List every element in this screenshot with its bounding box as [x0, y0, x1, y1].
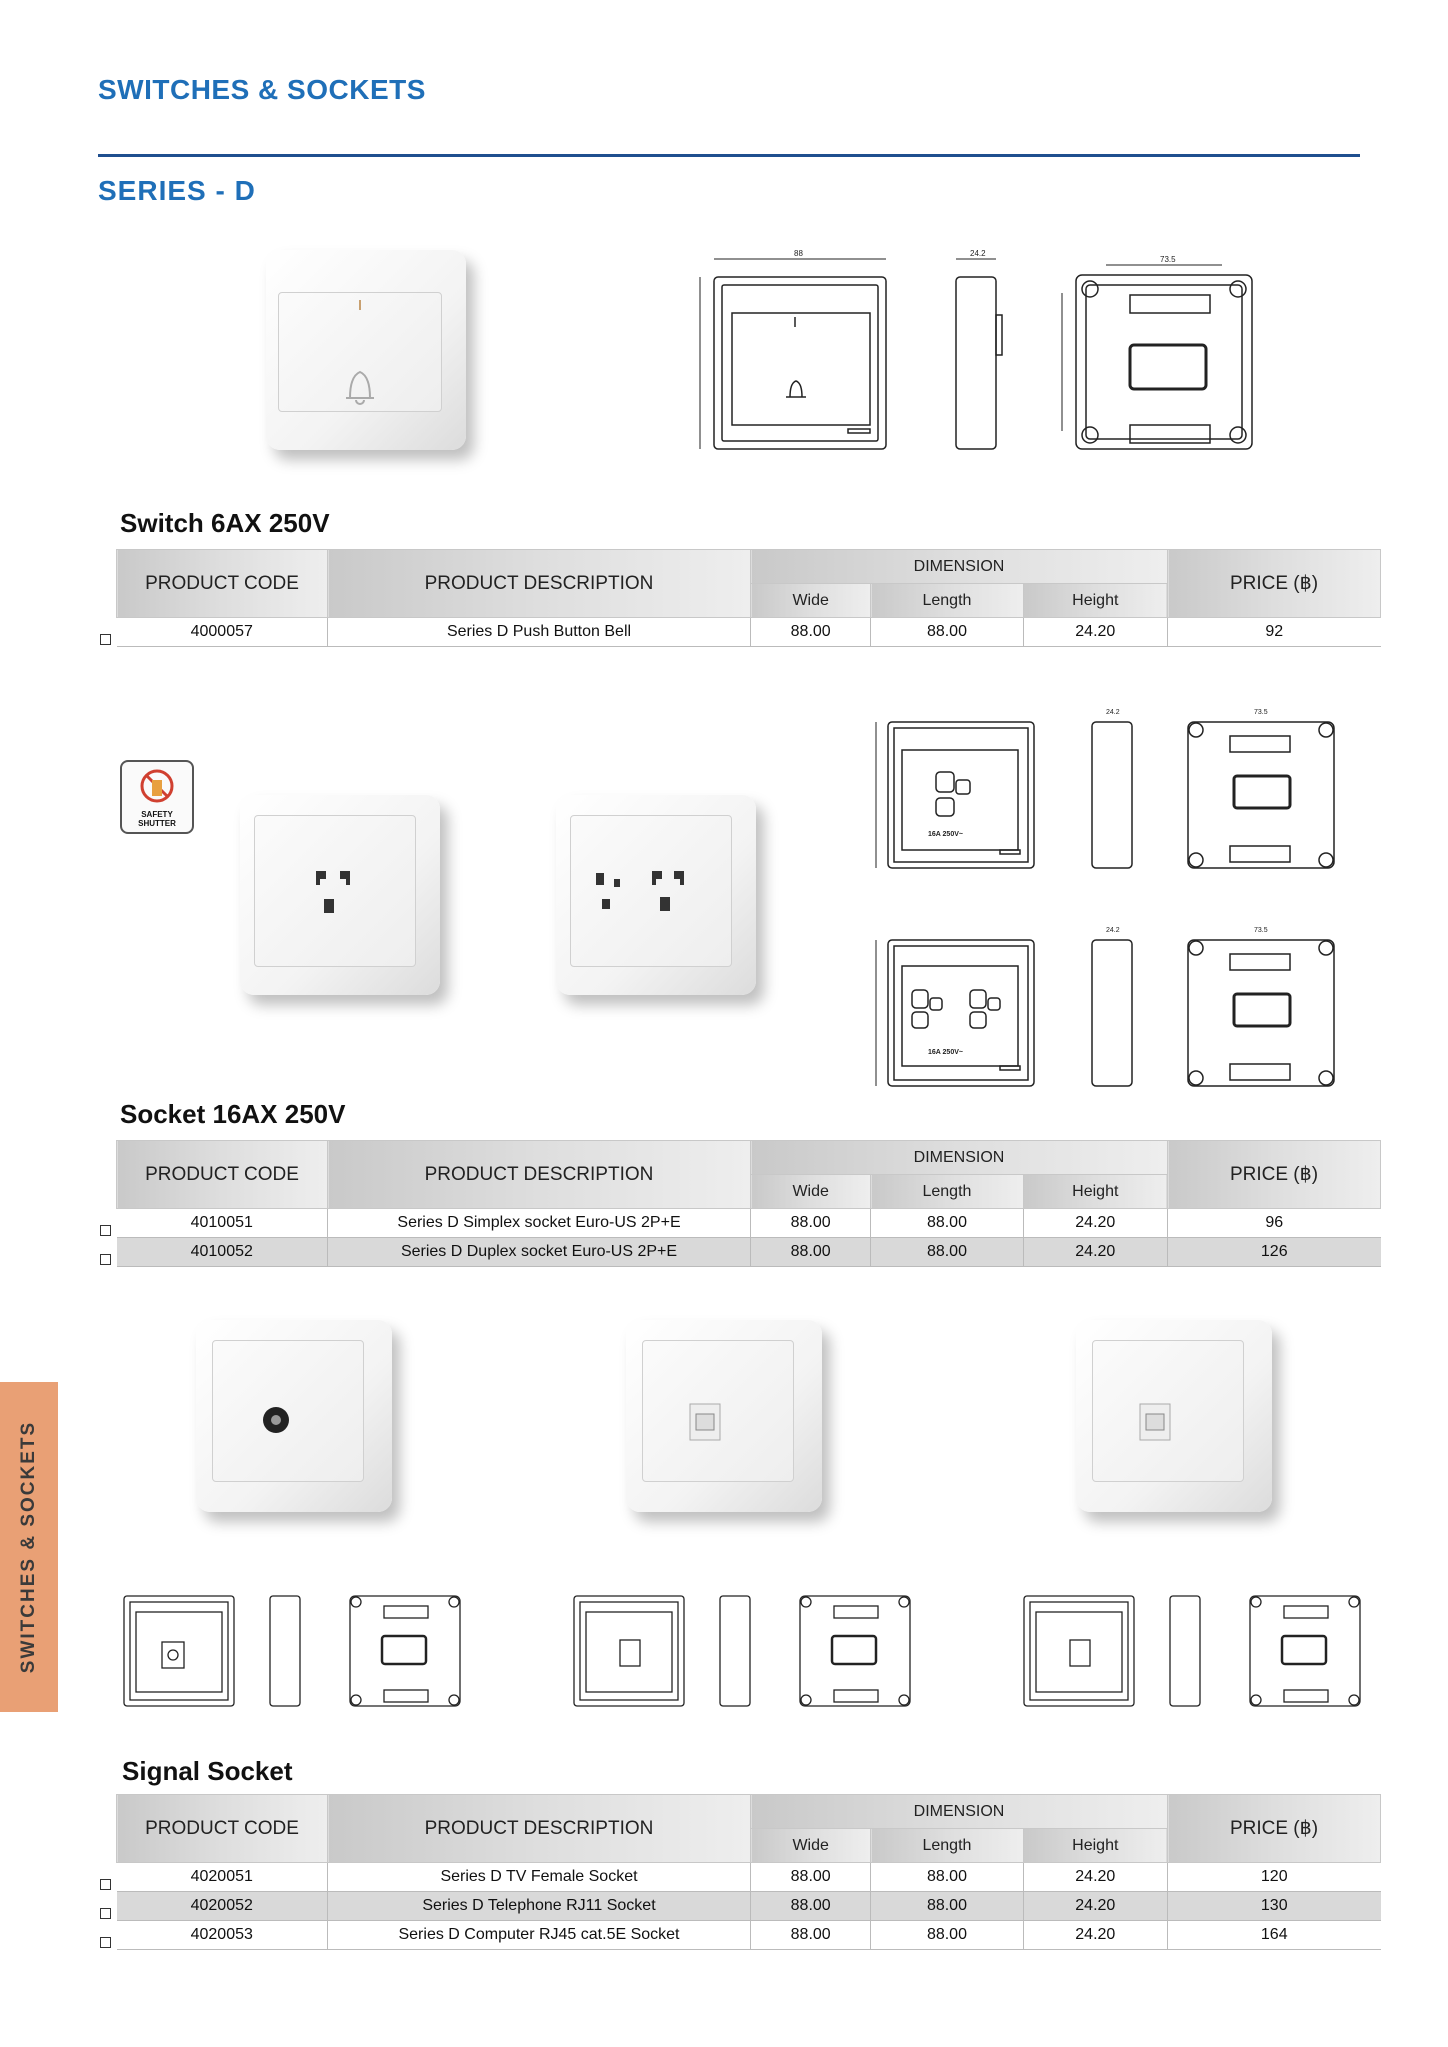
cell-description: Series D Push Button Bell [328, 618, 751, 647]
bell-icon [266, 250, 466, 450]
socket-product-table [116, 1140, 1381, 1267]
dim-label-width: 88 [794, 249, 803, 258]
col-length: Length [871, 1175, 1023, 1209]
col-product-code: PRODUCT CODE [117, 550, 328, 618]
socket-outlet-icon [240, 795, 440, 995]
cell-length: 88.00 [871, 1863, 1023, 1892]
cell-height: 24.20 [1023, 1921, 1167, 1950]
table-row [117, 1209, 1381, 1238]
push-button-bell-photo [266, 250, 466, 450]
rj45-port-icon [1076, 1320, 1272, 1512]
cell-length: 88.00 [871, 1921, 1023, 1950]
cell-price: 120 [1168, 1863, 1381, 1892]
cell-code: 4020051 [117, 1863, 328, 1892]
cell-price: 126 [1168, 1238, 1381, 1267]
col-price: PRICE (฿) [1168, 1141, 1381, 1209]
cell-height: 24.20 [1023, 618, 1167, 647]
col-product-description: PRODUCT DESCRIPTION [328, 1141, 751, 1209]
table-row [117, 1892, 1381, 1921]
table-row [117, 1238, 1381, 1267]
select-checkbox[interactable] [100, 634, 111, 645]
dim-label-depth: 24.2 [970, 249, 986, 258]
cell-price: 130 [1168, 1892, 1381, 1921]
cell-wide: 88.00 [751, 1892, 871, 1921]
section-title-socket: Socket 16AX 250V [120, 1099, 346, 1129]
header-divider [98, 154, 1360, 157]
switch-product-table [116, 549, 1381, 647]
cell-price: 96 [1168, 1209, 1381, 1238]
svg-text:73.5: 73.5 [1254, 927, 1268, 934]
cell-length: 88.00 [871, 1238, 1023, 1267]
select-checkbox[interactable] [100, 1908, 111, 1919]
cell-code: 4000057 [117, 618, 328, 647]
computer-socket-photo [1076, 1320, 1272, 1512]
safety-shutter-icon [122, 762, 192, 812]
duplex-outlet-icon [556, 795, 756, 995]
col-dimension: DIMENSION [751, 1795, 1168, 1829]
col-wide: Wide [751, 1175, 871, 1209]
cell-length: 88.00 [871, 618, 1023, 647]
table-row [117, 618, 1381, 647]
page-title: SWITCHES & SOCKETS [98, 74, 426, 105]
cell-height: 24.20 [1023, 1238, 1167, 1267]
select-checkbox[interactable] [100, 1225, 111, 1236]
cell-description: Series D TV Female Socket [328, 1863, 751, 1892]
cell-wide: 88.00 [751, 618, 871, 647]
table-row [117, 1921, 1381, 1950]
section-title-switch: Switch 6AX 250V [120, 508, 330, 538]
cell-code: 4010051 [117, 1209, 328, 1238]
socket-drawings [870, 700, 1350, 1100]
select-checkbox[interactable] [100, 1937, 111, 1948]
cell-code: 4020053 [117, 1921, 328, 1950]
cell-height: 24.20 [1023, 1209, 1167, 1238]
cell-description: Series D Duplex socket Euro-US 2P+E [328, 1238, 751, 1267]
col-height: Height [1023, 584, 1167, 618]
cell-code: 4010052 [117, 1238, 328, 1267]
col-length: Length [871, 1829, 1023, 1863]
coax-port-icon [196, 1320, 392, 1512]
col-product-code: PRODUCT CODE [117, 1141, 328, 1209]
col-price: PRICE (฿) [1168, 1795, 1381, 1863]
col-dimension: DIMENSION [751, 550, 1168, 584]
duplex-socket-photo [556, 795, 756, 995]
svg-text:16A 250V~: 16A 250V~ [928, 1049, 963, 1056]
side-category-tab [0, 1382, 58, 1712]
cell-description: Series D Telephone RJ11 Socket [328, 1892, 751, 1921]
svg-text:16A 250V~: 16A 250V~ [928, 831, 963, 838]
safety-shutter-badge [120, 760, 194, 834]
cell-description: Series D Computer RJ45 cat.5E Socket [328, 1921, 751, 1950]
push-button-bell-drawings [690, 245, 1290, 460]
rj11-port-icon [626, 1320, 822, 1512]
tv-socket-photo [196, 1320, 392, 1512]
select-checkbox[interactable] [100, 1254, 111, 1265]
col-length: Length [871, 584, 1023, 618]
cell-price: 92 [1168, 618, 1381, 647]
cell-height: 24.20 [1023, 1863, 1167, 1892]
svg-text:24.2: 24.2 [1106, 927, 1120, 934]
select-checkbox[interactable] [100, 1879, 111, 1890]
simplex-socket-photo [240, 795, 440, 995]
col-product-description: PRODUCT DESCRIPTION [328, 550, 751, 618]
safety-shutter-label: SAFETY SHUTTER [138, 810, 176, 828]
col-dimension: DIMENSION [751, 1141, 1168, 1175]
cell-length: 88.00 [871, 1209, 1023, 1238]
col-wide: Wide [751, 584, 871, 618]
cell-code: 4020052 [117, 1892, 328, 1921]
cell-height: 24.20 [1023, 1892, 1167, 1921]
col-height: Height [1023, 1829, 1167, 1863]
signal-socket-drawings [110, 1578, 1380, 1728]
svg-text:24.2: 24.2 [1106, 709, 1120, 716]
dim-label-back: 73.5 [1160, 255, 1176, 264]
svg-text:73.5: 73.5 [1254, 709, 1268, 716]
cell-length: 88.00 [871, 1892, 1023, 1921]
section-title-signal: Signal Socket [122, 1756, 293, 1786]
cell-wide: 88.00 [751, 1921, 871, 1950]
series-title: SERIES - D [98, 175, 256, 206]
col-product-description: PRODUCT DESCRIPTION [328, 1795, 751, 1863]
col-price: PRICE (฿) [1168, 550, 1381, 618]
col-height: Height [1023, 1175, 1167, 1209]
cell-wide: 88.00 [751, 1209, 871, 1238]
cell-price: 164 [1168, 1921, 1381, 1950]
cell-wide: 88.00 [751, 1238, 871, 1267]
table-row [117, 1863, 1381, 1892]
signal-product-table [116, 1794, 1381, 1950]
cell-description: Series D Simplex socket Euro-US 2P+E [328, 1209, 751, 1238]
telephone-socket-photo [626, 1320, 822, 1512]
side-tab-label: SWITCHES & SOCKETS [18, 1420, 39, 1674]
cell-wide: 88.00 [751, 1863, 871, 1892]
col-product-code: PRODUCT CODE [117, 1795, 328, 1863]
col-wide: Wide [751, 1829, 871, 1863]
